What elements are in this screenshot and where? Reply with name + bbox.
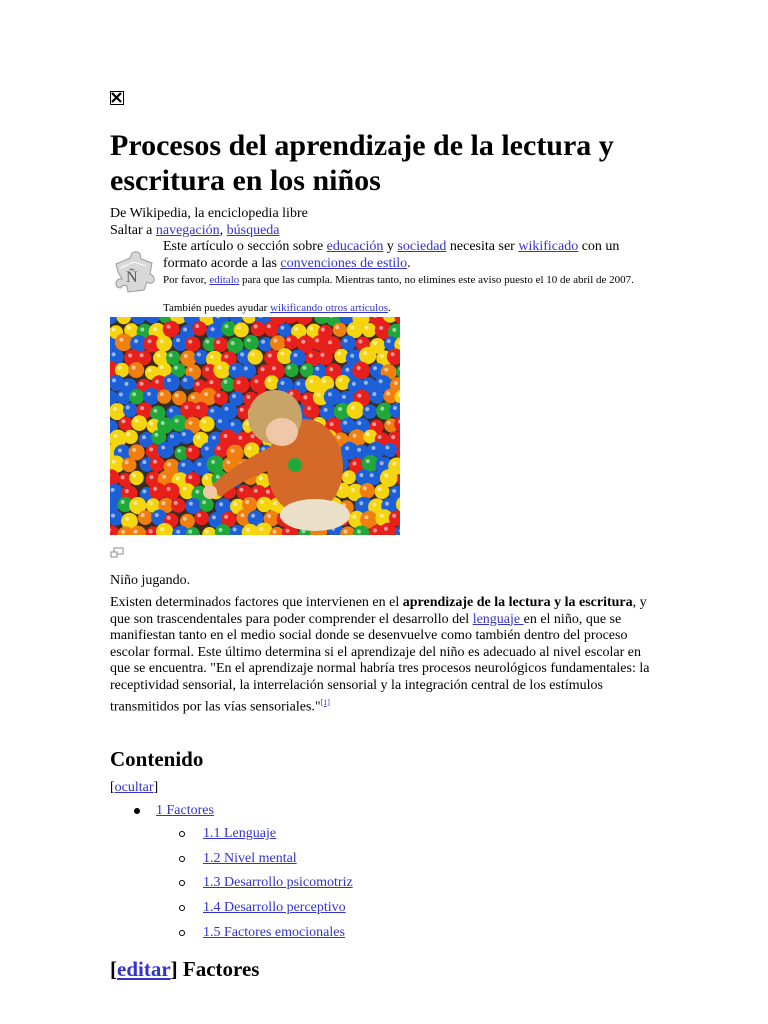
toc-item-emocionales[interactable]: 1.5 Factores emocionales xyxy=(203,925,345,940)
toc-bullet xyxy=(179,905,185,911)
intro-paragraph: Existen determinados factores que intervienen en el aprendizaje de la lectura y la escritura, y que son trascendentales para poder comprender el desarrollo del lenguaje en el niño, que se manifiestan tanto en el medio social donde se desenvuelve como también dentro del proceso escolar formal. Este último determina si el aprendizaje del niño es adecuado al nivel escolar en que se encuentra. "En el aprendizaje normal habría tres procesos neurológicos fundamentales: la receptividad sensorial, la interrelación sensorial y la integración central de los estímulos transmitidos por las vías sensoriales."[1] xyxy=(110,595,650,715)
toc-heading: Contenido xyxy=(110,747,204,771)
toc-item-nivel-mental[interactable]: 1.2 Nivel mental xyxy=(203,851,297,866)
language-link[interactable]: lenguaje xyxy=(472,611,524,627)
toc-bullet xyxy=(134,808,140,814)
notice-link-wikified[interactable]: wikificado xyxy=(518,239,579,254)
toc-bullet xyxy=(179,880,185,886)
notice-edit-text: Por favor, edítalo para que las cumpla. Mientras tanto, no elimines este aviso puesto el 10 de abril de 2007. xyxy=(163,274,634,286)
notice-link-society[interactable]: sociedad xyxy=(397,239,447,254)
toc-item-perceptivo[interactable]: 1.4 Desarrollo perceptivo xyxy=(203,900,346,915)
child-ball-pit-photo[interactable] xyxy=(110,317,400,535)
wikify-notice xyxy=(110,238,655,318)
toc-bullet xyxy=(179,831,185,837)
close-icon[interactable] xyxy=(110,91,124,105)
site-subtitle: De Wikipedia, la enciclopedia libre xyxy=(110,206,308,221)
notice-help-text: También puedes ayudar wikificando otros artículos. xyxy=(163,302,391,314)
section-edit-link[interactable]: editar xyxy=(117,957,171,981)
notice-text: Este artículo o sección sobre educación y sociedad necesita ser wikificado con un formato acorde a las convenciones de estilo. xyxy=(163,239,620,271)
puzzle-icon xyxy=(110,250,158,294)
jump-links: Saltar a navegación, búsqueda xyxy=(110,223,280,238)
jump-navigation-link[interactable]: navegación xyxy=(155,223,220,238)
svg-text:Ñ: Ñ xyxy=(126,269,138,286)
notice-link-education[interactable]: educación xyxy=(326,239,384,254)
toc-item-psicomotriz[interactable]: 1.3 Desarrollo psicomotriz xyxy=(203,875,353,890)
jump-search-link[interactable]: búsqueda xyxy=(226,223,280,238)
toc-item-lenguaje[interactable]: 1.1 Lenguaje xyxy=(203,826,277,841)
section-heading-factores: [editar] Factores xyxy=(110,957,260,981)
toc-toggle: [ocultar] xyxy=(110,780,159,795)
toc-hide-link[interactable]: ocultar xyxy=(114,780,154,795)
reference-1-link[interactable]: [1] xyxy=(320,697,330,707)
enlarge-icon[interactable] xyxy=(110,546,124,558)
notice-link-style[interactable]: convenciones de estilo xyxy=(280,256,408,271)
toc-bullet xyxy=(179,930,185,936)
notice-edit-link[interactable]: edítalo xyxy=(209,274,240,286)
notice-help-link[interactable]: wikificando otros artículos xyxy=(270,302,388,314)
image-caption: Niño jugando. xyxy=(110,573,191,588)
page-title: Procesos del aprendizaje de la lectura y escritura en los niños xyxy=(110,129,614,197)
toc-bullet xyxy=(179,856,185,862)
toc-item-factores[interactable]: 1 Factores xyxy=(156,803,214,818)
